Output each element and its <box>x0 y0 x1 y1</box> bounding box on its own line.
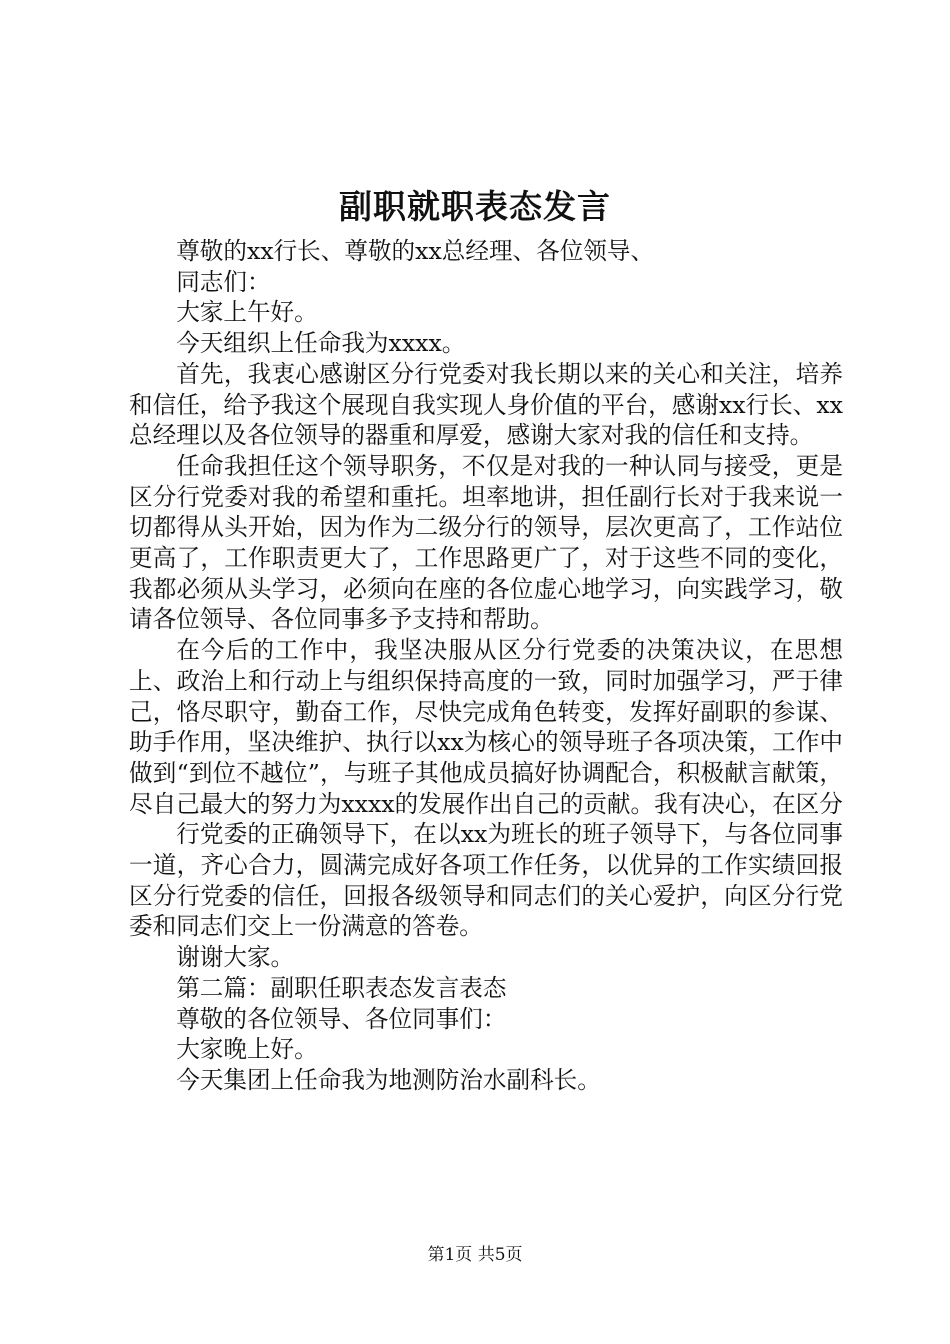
paragraph-salutation-2: 同志们： <box>176 267 271 296</box>
document-body <box>129 236 843 1096</box>
paragraph-appointment: 今天组织上任命我为xxxx。 <box>176 329 466 358</box>
paragraph-salutation-1: 尊敬的xx行长、尊敬的xx总经理、各位领导、 <box>176 237 655 265</box>
paragraph-thanks: 首先，我衷心感谢区分行党委对我长期以来的关心和关注，培养和信任，给予我这个展现自我实现人身价值的平台，感谢xx行长、xx总经理以及各位领导的器重和厚爱，感谢大家对我的信任和支持。 <box>129 359 843 450</box>
paragraph-salutation-3: 尊敬的各位领导、各位同事们： <box>176 1004 507 1033</box>
paragraph-closing: 谢谢大家。 <box>176 943 295 972</box>
paragraph-appointment-2: 今天集团上任命我为地测防治水副科长。 <box>176 1065 601 1094</box>
paragraph-commitment: 在今后的工作中，我坚决服从区分行党委的决策决议，在思想上、政治上和行动上与组织保持高度的一致，同时加强学习，严于律己，恪尽职守，勤奋工作，尽快完成角色转变，发挥好副职的参谋、助手作用，坚决维护、执行以xx为核心的领导班子各项决策，工作中做到“到位不越位”，与班子其他成员搞好协调配合，积极献言献策，尽自己最大的努力为xxxx的发展作出自己的贡献。我有决心，在区分 <box>129 636 843 818</box>
paragraph-resolve: 行党委的正确领导下，在以xx为班长的班子领导下，与各位同事一道，齐心合力，圆满完成好各项工作任务，以优异的工作实绩回报区分行党委的信任，回报各级领导和同志们的关心爱护，向区分行党委和同志们交上一份满意的答卷。 <box>129 820 843 941</box>
paragraph-greeting: 大家上午好。 <box>176 298 318 327</box>
document-title: 副职就职表态发言 <box>339 187 611 226</box>
paragraph-section-heading: 第二篇：副职任职表态发言表态 <box>176 973 507 1002</box>
paragraph-responsibility: 任命我担任这个领导职务，不仅是对我的一种认同与接受，更是区分行党委对我的希望和重托。坦率地讲，担任副行长对于我来说一切都得从头开始，因为作为二级分行的领导，层次更高了，工作站位更高了，工作职责更大了，工作思路更广了，对于这些不同的变化，我都必须从头学习，必须向在座的各位虚心地学习，向实践学习，敬请各位领导、各位同事多予支持和帮助。 <box>129 451 843 634</box>
page-number-footer: 第1页 共5页 <box>427 1245 523 1265</box>
paragraph-greeting-2: 大家晚上好。 <box>176 1035 318 1064</box>
